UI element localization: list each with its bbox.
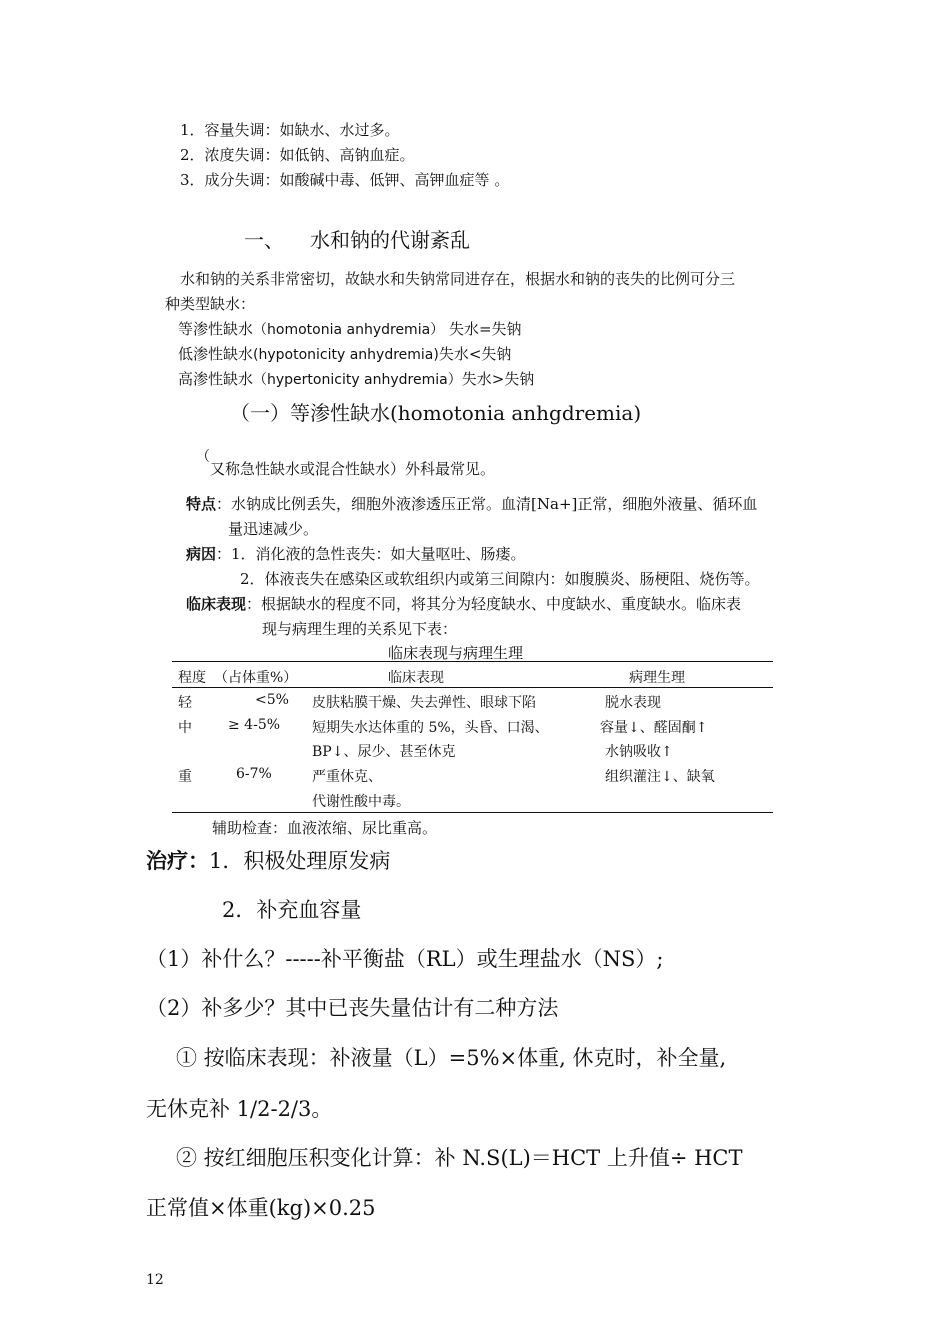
intro-item-2: 2．浓度失调：如低钠、高钠血症。	[180, 146, 415, 164]
intro-para-line-1: 水和钠的关系非常密切，故缺水和失钠常同进存在，根据水和钠的丧失的比例可分三	[180, 270, 736, 288]
aka-open: （	[196, 449, 210, 465]
intro-para-line-2: 种类型缺水：	[165, 295, 256, 313]
intro-item-1: 1．容量失调：如缺水、水过多。	[180, 121, 400, 139]
row-severe-clinical-2: 代谢性酸中毒。	[312, 794, 410, 810]
treatment-item-1: 1．积极处理原发病	[209, 849, 391, 873]
row-severe-degree: 重	[178, 769, 192, 785]
type-hypotonic	[178, 343, 511, 364]
features-line-1	[186, 493, 757, 514]
treatment-line-1	[146, 845, 390, 875]
row-mild-patho: 脱水表现	[605, 695, 661, 711]
intro-item-3: 3．成分失调：如酸碱中毒、低钾、高钾血症等 。	[180, 171, 510, 189]
section-number: 一、	[244, 228, 284, 252]
features-line-2: 量迅速减少。	[228, 520, 319, 538]
row-moderate-percent: ≥ 4-5%	[228, 717, 281, 733]
type-hypertonic	[178, 368, 534, 389]
header-degree: 程度	[178, 670, 206, 686]
table-bottom-rule	[172, 812, 773, 813]
header-patho: 病理生理	[629, 670, 685, 686]
causes-item-2: 2．体液丧失在感染区或软组织内或第三间隙内：如腹膜炎、肠梗阻、烧伤等。	[240, 570, 760, 588]
table-header-rule	[172, 687, 773, 688]
method-2-line-2: 正常值×体重(kg)×0.25	[146, 1196, 376, 1220]
type-name: 等渗性缺水	[178, 320, 254, 338]
causes-item-1: ：1．消化液的急性丧失：如大量呕吐、肠瘘。	[216, 545, 526, 563]
row-moderate-clinical-1: 短期失水达体重的 5%，头昏、口渴、	[312, 720, 549, 736]
treatment-item-2: 2．补充血容量	[222, 898, 362, 922]
subheading	[230, 397, 641, 426]
row-severe-percent: 6-7%	[236, 766, 272, 782]
features-text: ：水钠成比例丢失，细胞外液渗透压正常。血清[Na+]正常，细胞外液量、循环血	[216, 495, 758, 513]
type-name: 低渗性缺水	[178, 345, 254, 363]
type-isotonic	[178, 318, 522, 339]
row-moderate-clinical-2: BP↓、尿少、甚至休克	[312, 744, 456, 760]
header-clinical: 临床表现	[388, 670, 444, 686]
row-mild-percent: <5%	[255, 692, 289, 708]
type-relation: 失水<失钠	[438, 345, 512, 363]
type-latin: （homotonia anhydremia）	[253, 322, 445, 338]
type-relation: 失水=失钠	[444, 320, 522, 338]
aka-text: 又称急性缺水或混合性缺水）外科最常见。	[210, 460, 496, 478]
features-label: 特点	[186, 495, 217, 513]
treatment-q2: （2）补多少？其中已丧失量估计有二种方法	[146, 996, 559, 1020]
treatment-label: 治疗：	[146, 849, 209, 873]
subheading-cn: （一）等渗性缺水	[230, 401, 390, 425]
row-mild-clinical: 皮肤粘膜干燥、失去弹性、眼球下陷	[312, 695, 536, 711]
clinical-text: ：根据缺水的程度不同，将其分为轻度缺水、中度缺水、重度缺水。临床表	[246, 595, 742, 613]
table-caption: 临床表现与病理生理	[388, 644, 524, 662]
method-2-line-1: ② 按红细胞压积变化计算：补 N.S(L)＝HCT 上升值÷ HCT	[176, 1146, 743, 1170]
header-percent: （占体重%）	[214, 670, 298, 686]
row-mild-degree: 轻	[178, 695, 192, 711]
type-latin: (hypotonicity anhydremia)	[253, 347, 439, 363]
row-severe-patho-1: 组织灌注↓、缺氧	[605, 769, 715, 785]
row-moderate-patho-2: 水钠吸收↑	[605, 744, 673, 760]
subheading-latin: (homotonia anhgdremia)	[390, 401, 642, 425]
method-1-line-2: 无休克补 1/2-2/3。	[146, 1097, 333, 1121]
method-1-line-1: ① 按临床表现：补液量（L）=5%×体重, 休克时，补全量,	[176, 1046, 727, 1070]
table-top-rule	[172, 661, 773, 662]
row-severe-clinical-1: 严重休克、	[312, 769, 382, 785]
clinical-label: 临床表现	[186, 595, 247, 613]
section-heading	[244, 224, 470, 253]
aux-exam: 辅助检查：血液浓缩、尿比重高。	[212, 819, 438, 837]
row-moderate-degree: 中	[178, 720, 192, 736]
type-relation: 失水>失钠	[461, 370, 535, 388]
causes-line-1	[186, 543, 526, 564]
type-latin: （hypertonicity anhydremia）	[253, 372, 462, 388]
row-moderate-patho-1: 容量↓、醛固酮↑	[600, 720, 708, 736]
causes-label: 病因	[186, 545, 217, 563]
page-number: 12	[146, 1272, 164, 1288]
section-title: 水和钠的代谢紊乱	[310, 228, 470, 252]
treatment-q1: （1）补什么？-----补平衡盐（RL）或生理盐水（NS）;	[146, 947, 664, 971]
clinical-line-2: 现与病理生理的关系见下表：	[262, 620, 458, 638]
clinical-line-1	[186, 593, 741, 614]
type-name: 高渗性缺水	[178, 370, 254, 388]
